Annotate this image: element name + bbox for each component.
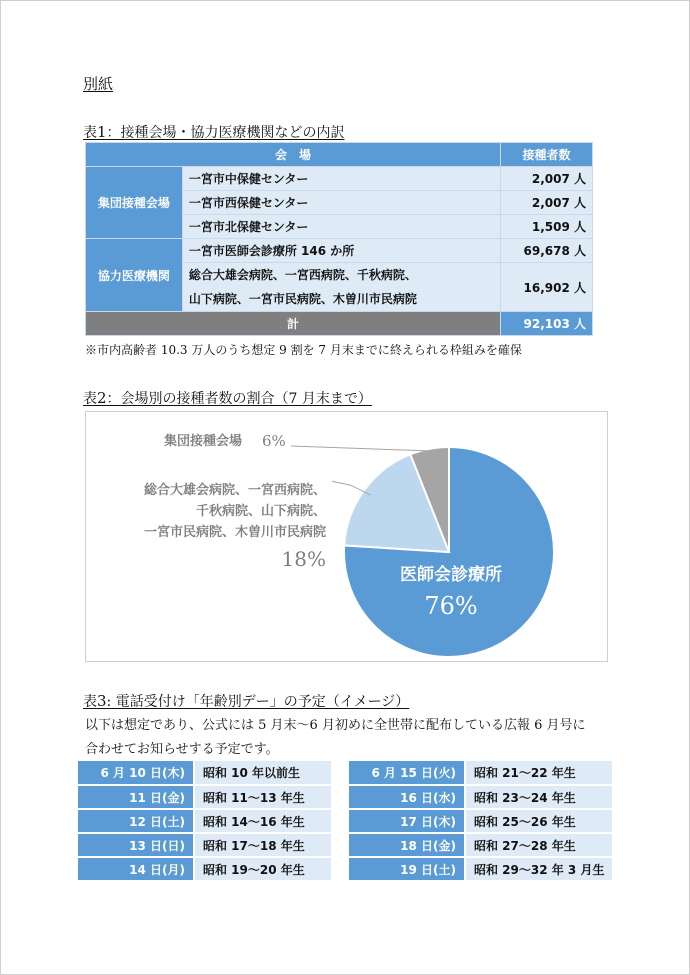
table1-heading: 表1：接種会場・協力医療機関などの内訳 (83, 123, 345, 141)
slice-label: 千秋病院、山下病院、 (195, 504, 326, 519)
venue-cell: 一宮市西保健センター (182, 191, 500, 215)
venue-breakdown-table (85, 142, 593, 336)
schedule-table-left (78, 761, 331, 882)
schedule-date: 16 日(水) (349, 785, 465, 809)
schedule-row (78, 857, 331, 881)
schedule-birth-era: 昭和 29～32 年 3 月生 (465, 857, 612, 881)
slice-percent: 6% (262, 432, 286, 450)
pie-chart (86, 412, 607, 661)
slice-percent: 76% (424, 592, 478, 620)
schedule-row (78, 833, 331, 857)
schedule-date: 13 日(日) (78, 833, 194, 857)
table1-note: ※市内高齢者 10.3 万人のうち想定 9 割を 7 月末までに終えられる枠組みを確保 (85, 343, 522, 357)
total-row (86, 312, 593, 336)
schedule-date: 14 日(月) (78, 857, 194, 881)
column-header-venue: 会 場 (86, 143, 501, 167)
schedule-date: 17 日(木) (349, 809, 465, 833)
venue-cell: 一宮市医師会診療所 146 か所 (182, 239, 500, 263)
schedule-row (349, 761, 612, 785)
venue-cell: 一宮市北保健センター (182, 215, 500, 239)
total-value: 92,103 人 (501, 312, 593, 336)
count-cell: 16,902 人 (501, 263, 593, 312)
group-label: 協力医療機関 (86, 239, 183, 312)
schedule-row (349, 857, 612, 881)
schedule-date: 19 日(土) (349, 857, 465, 881)
schedule-birth-era: 昭和 25～26 年生 (465, 809, 612, 833)
table2-heading: 表2：会場別の接種者数の割合（7 月末まで） (83, 389, 372, 407)
total-label: 計 (86, 312, 501, 336)
count-cell: 69,678 人 (501, 239, 593, 263)
schedule-row (349, 833, 612, 857)
schedule-birth-era: 昭和 23～24 年生 (465, 785, 612, 809)
schedule-row (349, 809, 612, 833)
slice-percent: 18% (281, 547, 326, 571)
schedule-date: 11 日(金) (78, 785, 194, 809)
schedule-birth-era: 昭和 11～13 年生 (194, 785, 331, 809)
schedule-date: 12 日(土) (78, 809, 194, 833)
slice-label: 総合大雄会病院、一宮西病院、 (143, 483, 326, 498)
schedule-description-line2: 合わせてお知らせする予定です。 (85, 742, 279, 757)
schedule-description-line1: 以下は想定であり、公式には 5 月末～6 月初めに全世帯に配布している広報 6 月号に (85, 718, 586, 733)
schedule-date: 18 日(金) (349, 833, 465, 857)
leader-line (291, 446, 430, 451)
table-row (86, 167, 593, 191)
schedule-row (78, 785, 331, 809)
schedule-row (78, 809, 331, 833)
table-row (86, 239, 593, 263)
group-label: 集団接種会場 (86, 167, 183, 239)
venue-cell: 総合大雄会病院、一宮西病院、千秋病院、 山下病院、一宮市民病院、木曽川市民病院 (182, 263, 500, 312)
schedule-birth-era: 昭和 21～22 年生 (465, 761, 612, 785)
count-cell: 2,007 人 (501, 167, 593, 191)
schedule-birth-era: 昭和 17～18 年生 (194, 833, 331, 857)
slice-label: 集団接種会場 (164, 434, 243, 449)
table3-heading: 表3: 電話受付け「年齢別デー」の予定（イメージ） (83, 692, 410, 710)
schedule-birth-era: 昭和 10 年以前生 (194, 761, 331, 785)
slice-label: 医師会診療所 (400, 565, 502, 585)
schedule-birth-era: 昭和 19～20 年生 (194, 857, 331, 881)
schedule-birth-era: 昭和 27～28 年生 (465, 833, 612, 857)
schedule-date: 6 月 15 日(火) (349, 761, 465, 785)
schedule-birth-era: 昭和 14～16 年生 (194, 809, 331, 833)
pie-chart-frame (85, 411, 608, 662)
column-header-count: 接種者数 (501, 143, 593, 167)
schedule-row (349, 785, 612, 809)
schedule-date: 6 月 10 日(木) (78, 761, 194, 785)
schedule-table-right (349, 761, 612, 882)
page-title: 別紙 (83, 75, 114, 93)
count-cell: 1,509 人 (501, 215, 593, 239)
count-cell: 2,007 人 (501, 191, 593, 215)
table-header-row (86, 143, 593, 167)
slice-label: 一宮市民病院、木曽川市民病院 (143, 525, 326, 540)
schedule-row (78, 761, 331, 785)
venue-cell: 一宮市中保健センター (182, 167, 500, 191)
